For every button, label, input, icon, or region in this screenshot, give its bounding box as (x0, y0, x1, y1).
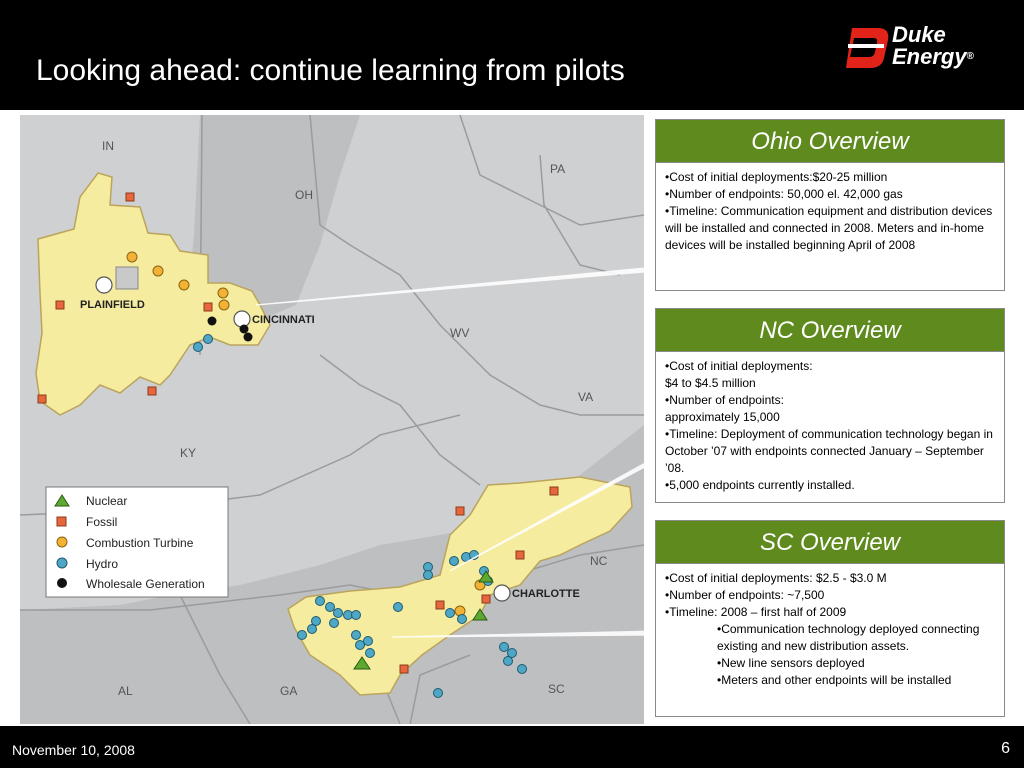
footer-date: November 10, 2008 (12, 742, 135, 758)
state-label-al: AL (118, 684, 133, 698)
legend-label-hydro: Hydro (86, 557, 119, 571)
state-label-ky: KY (180, 446, 197, 460)
blue-circle-icon (57, 558, 67, 568)
state-label-ga: GA (280, 684, 298, 698)
nc-overview-title: NC Overview (656, 309, 1004, 352)
sc-cost-text: •Cost of initial deployments: $2.5 - $3.0 M (665, 571, 887, 585)
sc-overview-title: SC Overview (656, 521, 1004, 564)
nc-endpoints-value: approximately 15,000 (665, 410, 780, 424)
registered-mark: ® (966, 51, 974, 62)
slide-title: Looking ahead: continue learning from pilots (36, 54, 625, 87)
state-label-nc: NC (590, 554, 608, 568)
sc-meters-text: •Meters and other endpoints will be installed (717, 673, 952, 687)
legend-label-fossil: Fossil (86, 515, 118, 529)
city-label-charlotte: CHARLOTTE (512, 588, 580, 600)
nc-overview-panel (655, 308, 1005, 503)
city-label-plainfield: PLAINFIELD (80, 299, 145, 311)
service-territory-map (20, 115, 644, 724)
nc-cost-text: •Cost of initial deployments: (665, 359, 813, 373)
ohio-overview-panel (655, 119, 1005, 291)
state-label-sc: SC (548, 682, 565, 696)
sc-endpoints-text: •Number of endpoints: ~7,500 (665, 588, 825, 602)
slide-header (0, 0, 1024, 110)
legend-label-nuclear: Nuclear (86, 494, 128, 508)
city-label-cincinnati: CINCINNATI (252, 314, 315, 326)
state-label-pa: PA (550, 162, 566, 176)
logo-wordmark (892, 24, 974, 68)
nc-cost-value: $4 to $4.5 million (665, 376, 756, 390)
state-label-oh: OH (295, 188, 313, 202)
legend-label-combustion-turbine: Combustion Turbine (86, 536, 194, 550)
orange-hexagon-icon (57, 537, 67, 547)
page-number: 6 (1001, 740, 1010, 757)
ohio-endpoints-text: •Number of endpoints: 50,000 el. 42,000 gas (665, 187, 903, 201)
logo-line-2: Energy (892, 44, 967, 69)
sc-timeline-text: •Timeline: 2008 – first half of 2009 (665, 605, 847, 619)
sc-communication-text: •Communication technology deployed connecting existing and new distribution assets. (717, 622, 980, 653)
ohio-timeline-text: •Timeline: Communication equipment and distribution devices will be installed and connected in 2008. Meters and in-home devices will be installed beginning April of 2008 (665, 204, 993, 252)
logo-line-1: Duke (892, 22, 946, 47)
sc-line-sensors-text: •New line sensors deployed (717, 656, 865, 670)
sc-overview-panel (655, 520, 1005, 717)
black-circle-icon (57, 578, 67, 588)
ohio-overview-title: Ohio Overview (656, 120, 1004, 163)
slide-content (0, 110, 1024, 726)
legend-label-wholesale-generation: Wholesale Generation (86, 577, 205, 591)
map-legend (46, 487, 228, 597)
duke-energy-flame-icon (844, 24, 892, 70)
state-label-wv: WV (450, 326, 470, 340)
slide-footer (0, 726, 1024, 768)
nc-installed-text: •5,000 endpoints currently installed. (665, 478, 855, 492)
red-square-icon (57, 517, 66, 526)
ohio-cost-text: •Cost of initial deployments:$20-25 million (665, 170, 888, 184)
duke-energy-logo (844, 22, 1004, 76)
state-label-va: VA (578, 390, 594, 404)
nc-timeline-text: •Timeline: Deployment of communication technology began in October ’07 with endpoints connected January – September ’08. (665, 427, 993, 475)
nc-endpoints-text: •Number of endpoints: (665, 393, 784, 407)
state-label-in: IN (102, 139, 114, 153)
